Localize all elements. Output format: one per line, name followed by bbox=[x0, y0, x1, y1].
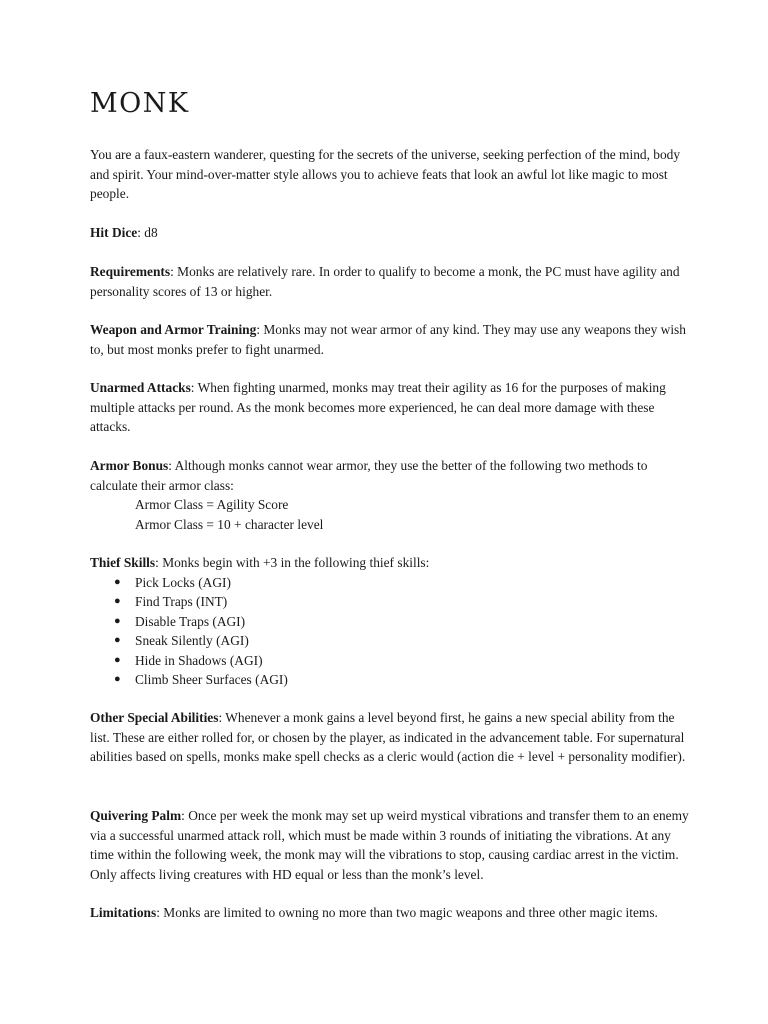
armor-bonus-text: : Although monks cannot wear armor, they use the better of the following two methods to calculate their armor class: bbox=[90, 458, 648, 493]
requirements-text: : Monks are relatively rare. In order to qualify to become a monk, the PC must have agility and personality scores of 13 or higher. bbox=[90, 264, 680, 299]
list-item bbox=[90, 631, 690, 651]
limitations-text: : Monks are limited to owning no more than two magic weapons and three other magic items. bbox=[156, 905, 658, 920]
special-abilities-paragraph bbox=[90, 708, 690, 767]
bullet-icon: ● bbox=[114, 653, 121, 666]
list-item bbox=[90, 592, 690, 612]
list-item bbox=[90, 573, 690, 593]
armor-bonus-paragraph bbox=[90, 456, 690, 495]
skill-label: Find Traps (INT) bbox=[135, 594, 228, 609]
special-abilities-label: Other Special Abilities bbox=[90, 710, 219, 725]
skill-label: Climb Sheer Surfaces (AGI) bbox=[135, 672, 288, 687]
skill-label: Hide in Shadows (AGI) bbox=[135, 652, 263, 668]
intro-paragraph: You are a faux-eastern wanderer, questing for the secrets of the universe, seeking perfection of the mind, body and spirit. Your mind-over-matter style allows you to achieve feats that look an awful lot like magic to most people. bbox=[90, 147, 681, 201]
bullet-icon: ● bbox=[114, 614, 121, 627]
weapon-armor-paragraph bbox=[90, 320, 690, 359]
thief-skills-list bbox=[90, 573, 690, 690]
skill-label: Pick Locks (AGI) bbox=[135, 574, 231, 590]
unarmed-attacks-label: Unarmed Attacks bbox=[90, 380, 191, 395]
hit-dice-paragraph bbox=[90, 223, 690, 243]
hit-dice-label: Hit Dice bbox=[90, 225, 138, 240]
requirements-paragraph bbox=[90, 262, 690, 301]
weapon-armor-text: : Monks may not wear armor of any kind. They may use any weapons they wish to, but most monks prefer to fight unarmed. bbox=[90, 322, 686, 357]
list-item bbox=[90, 670, 690, 690]
skill-label: Sneak Silently (AGI) bbox=[135, 633, 249, 648]
weapon-armor-label: Weapon and Armor Training bbox=[90, 322, 257, 337]
bullet-icon: ● bbox=[114, 673, 121, 685]
thief-skills-text: : Monks begin with +3 in the following thief skills: bbox=[155, 555, 430, 570]
armor-method-2: Armor Class = 10 + character level bbox=[135, 516, 324, 532]
page-title: MONK bbox=[90, 88, 190, 119]
list-item bbox=[90, 651, 690, 671]
unarmed-attacks-paragraph bbox=[90, 378, 690, 437]
quivering-palm-paragraph bbox=[90, 806, 690, 884]
skill-label: Disable Traps (AGI) bbox=[135, 613, 246, 629]
thief-skills-paragraph bbox=[90, 553, 690, 573]
special-abilities-text: : Whenever a monk gains a level beyond first, he gains a new special ability from the list. These are either rolled for, or chosen by the player, as indicated in the advancement table. For supernatural abilities based on spells, monks make spell checks as a cleric would (action die + level + personality modifier). bbox=[90, 710, 686, 764]
thief-skills-section bbox=[90, 553, 690, 690]
limitations-paragraph bbox=[90, 903, 690, 923]
list-item bbox=[90, 612, 690, 632]
unarmed-attacks-text: : When fighting unarmed, monks may treat their agility as 16 for the purposes of making multiple attacks per round. As the monk becomes more experienced, he can deal more damage with these attacks. bbox=[90, 380, 666, 434]
bullet-icon: ● bbox=[114, 595, 121, 607]
bullet-icon: ● bbox=[114, 634, 121, 646]
armor-bonus-label: Armor Bonus bbox=[90, 458, 169, 473]
requirements-label: Requirements bbox=[90, 264, 171, 279]
quivering-palm-text: : Once per week the monk may set up weird mystical vibrations and transfer them to an enemy via a successful unarmed attack roll, which must be made within 3 rounds of initiating the vibrations. At any time within the following week, the monk may will the vibrations to stop, causing cardiac arrest in the victim. Only affects living creatures with HD equal or less than the monk’s level. bbox=[90, 808, 689, 882]
thief-skills-label: Thief Skills bbox=[90, 555, 156, 570]
hit-dice-text: : d8 bbox=[137, 225, 158, 240]
quivering-palm-label: Quivering Palm bbox=[90, 808, 182, 823]
limitations-label: Limitations bbox=[90, 905, 157, 920]
bullet-icon: ● bbox=[114, 575, 121, 588]
armor-method-1: Armor Class = Agility Score bbox=[135, 497, 289, 512]
armor-bonus-section bbox=[90, 456, 690, 534]
